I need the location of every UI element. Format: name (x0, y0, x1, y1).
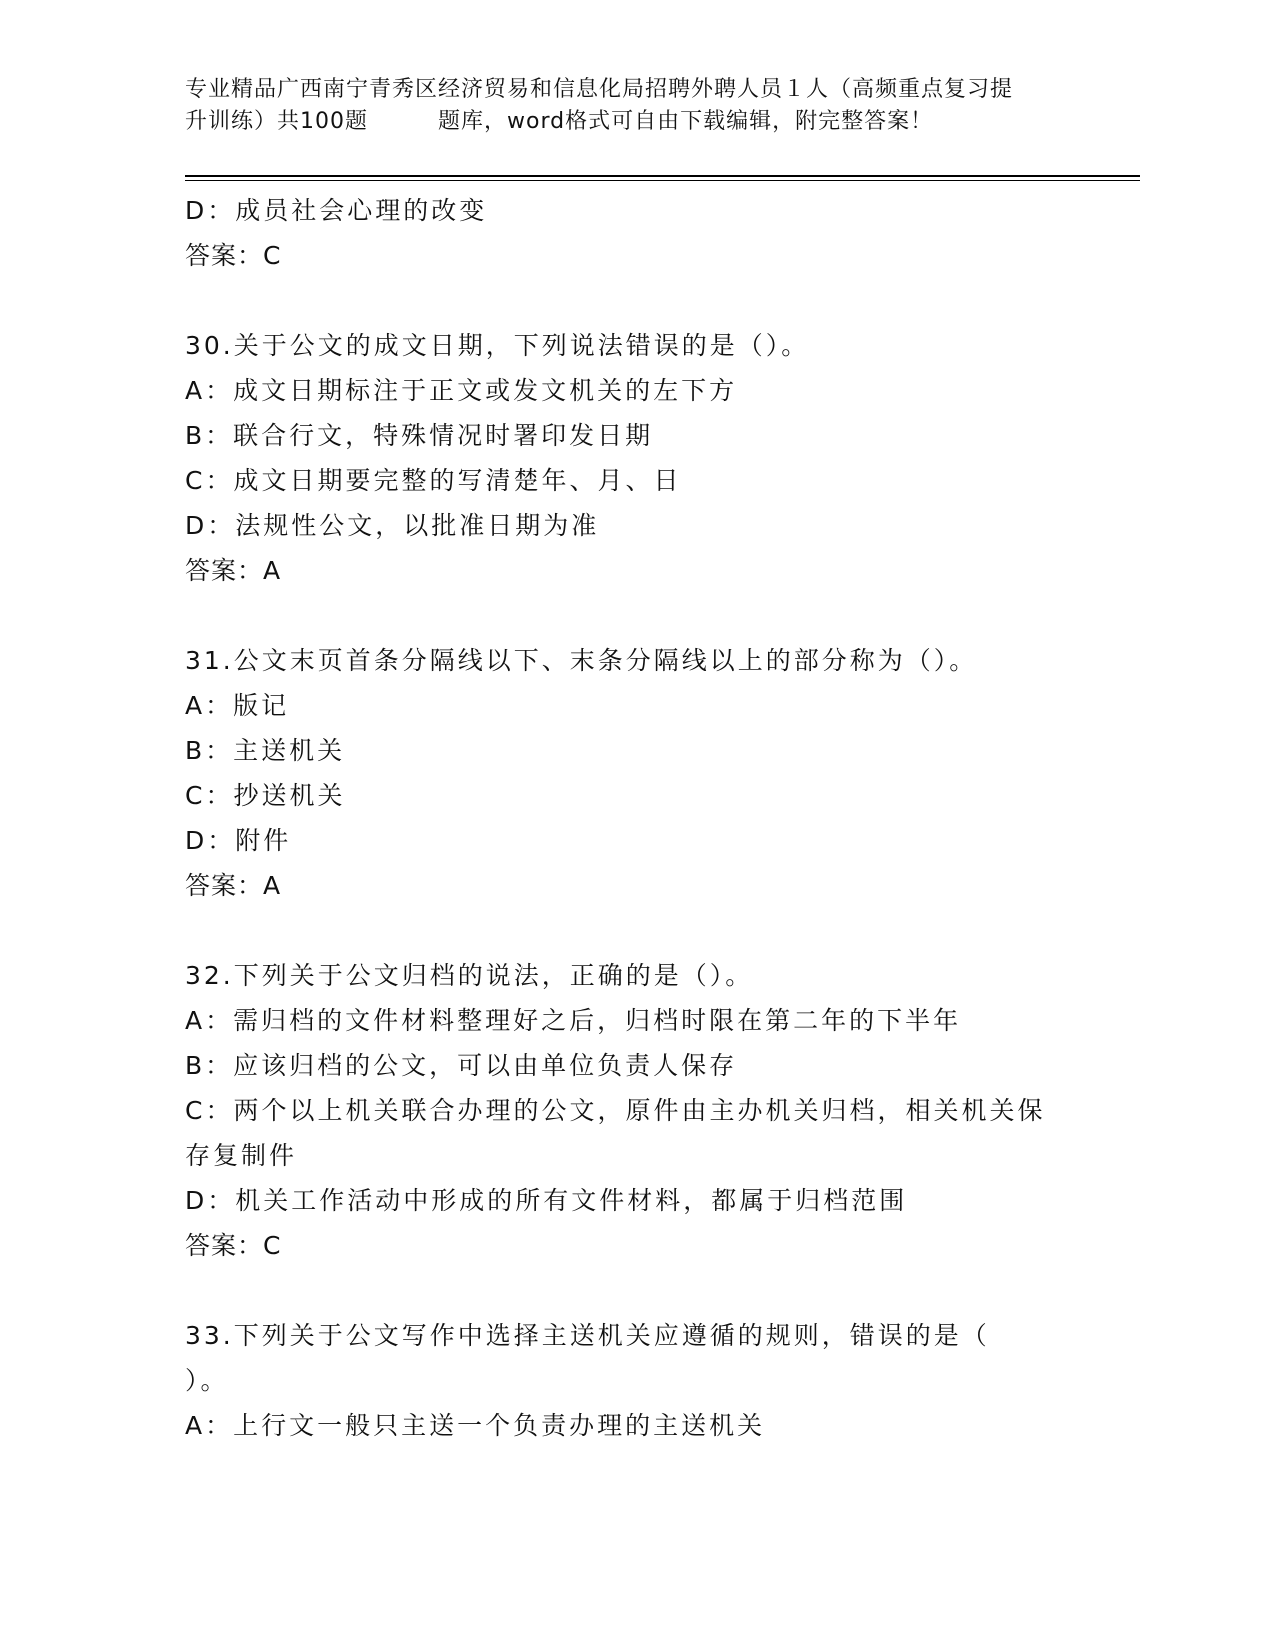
q32-option-a: A：需归档的文件材料整理好之后，归档时限在第二年的下半年 (185, 1006, 962, 1035)
q30-option-b: B：联合行文，特殊情况时署印发日期 (185, 421, 654, 450)
q32-option-c-line-2: 存复制件 (185, 1141, 298, 1170)
q31-option-c: C：抄送机关 (185, 781, 346, 810)
q32-option-c-line-1: C：两个以上机关联合办理的公文，原件由主办机关归档，相关机关保 (185, 1096, 1046, 1125)
document-header (185, 74, 1090, 138)
q30-question: 30.关于公文的成文日期，下列说法错误的是（）。 (185, 331, 810, 360)
header-divider-thin (185, 180, 1140, 181)
q30-answer: 答案：A (185, 556, 282, 585)
header-divider-thick (185, 175, 1140, 177)
header-title-part-2: 题库，word格式可自由下载编辑，附完整答案！ (438, 109, 934, 134)
prev-answer: 答案：C (185, 241, 282, 270)
q30-option-c: C：成文日期要完整的写清楚年、月、日 (185, 466, 682, 495)
q30-option-a: A：成文日期标注于正文或发文机关的左下方 (185, 376, 738, 405)
q31-question: 31.公文末页首条分隔线以下、末条分隔线以上的部分称为（）。 (185, 646, 978, 675)
q33-option-a: A：上行文一般只主送一个负责办理的主送机关 (185, 1411, 766, 1440)
header-title-line-2 (185, 106, 1090, 138)
q33-question-line-1: 33.下列关于公文写作中选择主送机关应遵循的规则，错误的是（ (185, 1321, 990, 1350)
question-list (185, 188, 1085, 1448)
q32-answer: 答案：C (185, 1231, 282, 1260)
q31-option-a: A：版记 (185, 691, 290, 720)
q33-question-line-2: ）。 (185, 1366, 229, 1395)
q32-option-b: B：应该归档的公文，可以由单位负责人保存 (185, 1051, 738, 1080)
q32-option-d: D：机关工作活动中形成的所有文件材料，都属于归档范围 (185, 1186, 908, 1215)
q31-option-d: D：附件 (185, 826, 292, 855)
header-title-part-1: 升训练）共100题 (185, 109, 368, 134)
q31-answer: 答案：A (185, 871, 282, 900)
q30-option-d: D：法规性公文，以批准日期为准 (185, 511, 600, 540)
prev-option-d: D：成员社会心理的改变 (185, 196, 488, 225)
q32-question: 32.下列关于公文归档的说法，正确的是（）。 (185, 961, 754, 990)
q31-option-b: B：主送机关 (185, 736, 346, 765)
header-title-line-1: 专业精品广西南宁青秀区经济贸易和信息化局招聘外聘人员１人（高频重点复习提 (185, 77, 1014, 102)
